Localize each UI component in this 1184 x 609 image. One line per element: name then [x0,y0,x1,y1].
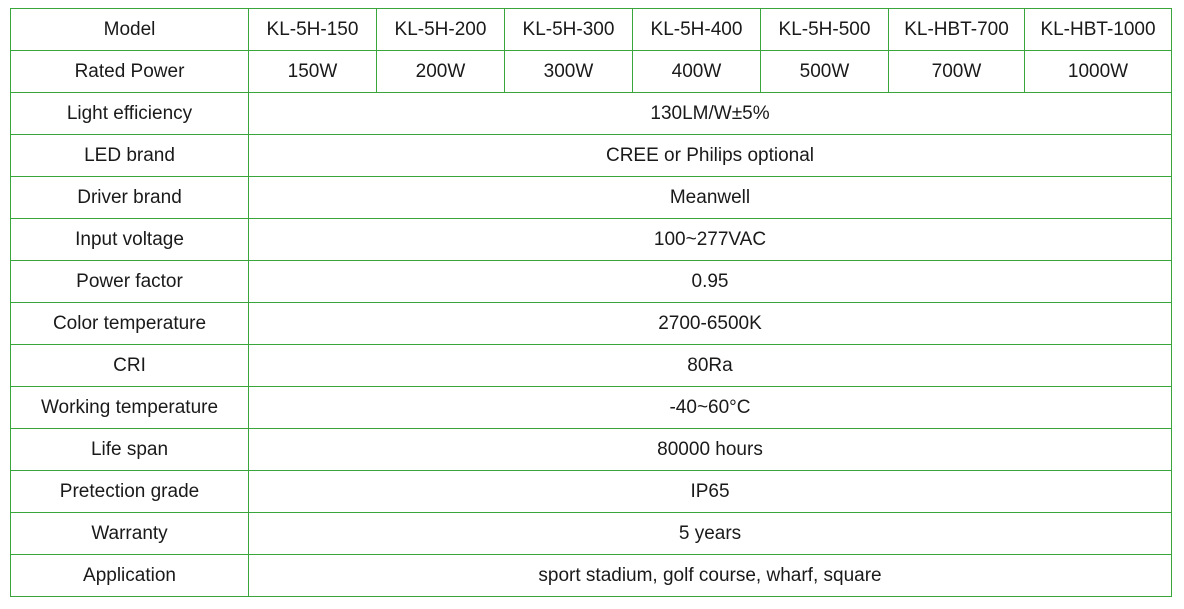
spec-value: 0.95 [249,261,1172,303]
spec-label: Pretection grade [11,471,249,513]
spec-value: CREE or Philips optional [249,135,1172,177]
rated-power-cell: 500W [761,51,889,93]
spec-row-driver-brand [11,177,1172,219]
spec-row-power-factor [11,261,1172,303]
model-cell: KL-5H-500 [761,9,889,51]
rated-power-label: Rated Power [11,51,249,93]
spec-label: CRI [11,345,249,387]
spec-row-warranty [11,513,1172,555]
rated-power-cell: 400W [633,51,761,93]
spec-value: sport stadium, golf course, wharf, square [249,555,1172,597]
spec-value: -40~60°C [249,387,1172,429]
spec-value: 2700-6500K [249,303,1172,345]
spec-label: Working temperature [11,387,249,429]
spec-label: Color temperature [11,303,249,345]
model-cell: KL-5H-150 [249,9,377,51]
model-cell: KL-HBT-700 [889,9,1025,51]
spec-value: IP65 [249,471,1172,513]
rated-power-row [11,51,1172,93]
model-cell: KL-5H-200 [377,9,505,51]
rated-power-cell: 150W [249,51,377,93]
spec-label: Life span [11,429,249,471]
spec-label: Driver brand [11,177,249,219]
spec-row-input-voltage [11,219,1172,261]
spec-label: Application [11,555,249,597]
model-cell: KL-HBT-1000 [1025,9,1172,51]
spec-row-protection-grade [11,471,1172,513]
model-cell: KL-5H-400 [633,9,761,51]
model-cell: KL-5H-300 [505,9,633,51]
rated-power-cell: 700W [889,51,1025,93]
spec-label: Power factor [11,261,249,303]
spec-value: 5 years [249,513,1172,555]
rated-power-cell: 200W [377,51,505,93]
spec-value: 80000 hours [249,429,1172,471]
spec-label: Input voltage [11,219,249,261]
spec-value: 80Ra [249,345,1172,387]
model-row [11,9,1172,51]
spec-row-life-span [11,429,1172,471]
spec-row-led-brand [11,135,1172,177]
spec-row-color-temperature [11,303,1172,345]
spec-value: Meanwell [249,177,1172,219]
rated-power-cell: 1000W [1025,51,1172,93]
spec-row-working-temperature [11,387,1172,429]
spec-row-cri [11,345,1172,387]
spec-label: Light efficiency [11,93,249,135]
spec-value: 100~277VAC [249,219,1172,261]
spec-row-application [11,555,1172,597]
spec-label: LED brand [11,135,249,177]
spec-row-light-efficiency [11,93,1172,135]
spec-value: 130LM/W±5% [249,93,1172,135]
spec-table [10,8,1172,597]
model-label: Model [11,9,249,51]
spec-label: Warranty [11,513,249,555]
rated-power-cell: 300W [505,51,633,93]
